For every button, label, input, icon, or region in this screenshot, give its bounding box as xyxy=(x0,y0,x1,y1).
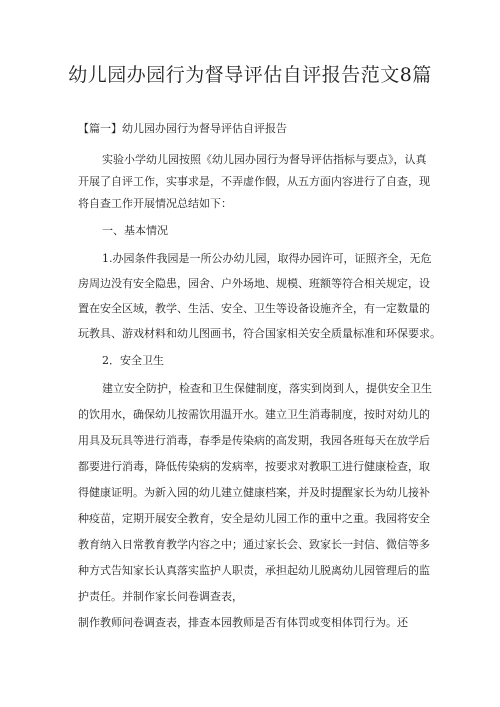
body-line: 建立安全防护，检查和卫生保健制度，落实到岗到人，提供安全卫生 xyxy=(102,382,432,395)
body-line: 置在安全区域，教学、生活、安全、卫生等设备设施齐全，有一定数量的 xyxy=(78,302,430,315)
body-line: 1.办园条件我园是一所公办幼儿园，取得办园许可，证照齐全，无危 xyxy=(102,252,432,265)
body-line: 房周边没有安全隐患，园舍、户外场地、规模、班额等符合相关规定，设 xyxy=(78,277,430,290)
body-line: 都要进行消毒，降低传染病的发病率，按要求对教职工进行健康检查，取 xyxy=(78,460,430,473)
body-line: 得健康证明。为新入园的幼儿建立健康档案，并及时提醒家长为幼儿接补 xyxy=(78,486,430,499)
body-line: 用具及玩具等进行消毒，春季是传染病的高发期，我园各班每天在放学后 xyxy=(78,434,430,447)
document-title: 幼儿园办园行为督导评估自评报告范文8篇 xyxy=(68,64,432,86)
body-line: 制作教师问卷调查表，排查本园教师是否有体罚或变相体罚行为。还 xyxy=(78,616,408,629)
body-line: 玩教具、游戏材料和幼儿图画书，符合国家相关安全质量标准和环保要求。 xyxy=(78,327,441,340)
body-line: 实验小学幼儿园按照《幼儿园办园行为督导评估指标与要点》，认真 xyxy=(102,153,427,166)
body-line: 种疫苗，定期开展安全教育，安全是幼儿园工作的重中之重。我园将安全 xyxy=(78,512,430,525)
body-line: 一、基本情况 xyxy=(102,224,168,237)
body-line: 护责任。并制作家长问卷调查表， xyxy=(78,590,243,603)
section-heading: 【篇一】幼儿园办园行为督导评估自评报告 xyxy=(78,122,287,135)
body-line: 教育纳入日常教育教学内容之中；通过家长会、致家长一封信、微信等多 xyxy=(78,538,430,551)
body-line: 将自查工作开展情况总结如下： xyxy=(78,197,232,210)
body-line: 的饮用水，确保幼儿按需饮用温开水。建立卫生消毒制度，按时对幼儿的 xyxy=(78,408,430,421)
body-line: 种方式告知家长认真落实监护人职责，承担起幼儿脱离幼儿园管理后的监 xyxy=(78,564,430,577)
body-line: 开展了自评工作，实事求是，不弄虚作假，从五方面内容进行了自查，现 xyxy=(78,175,430,188)
body-line: 2．安全卫生 xyxy=(102,354,164,367)
